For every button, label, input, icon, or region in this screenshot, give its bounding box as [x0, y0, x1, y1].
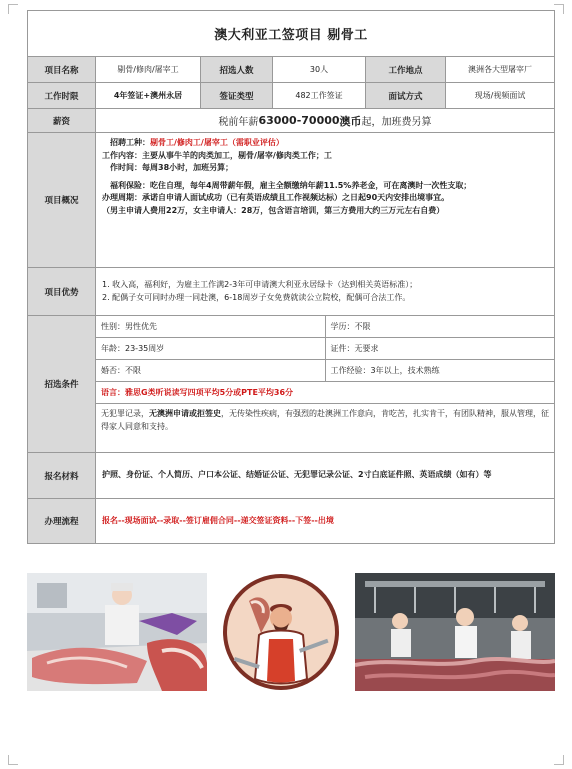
interview-method-value: 现场/视频面试	[474, 91, 526, 100]
materials-label: 报名材料	[28, 453, 96, 498]
work-place-value: 澳洲各大型屠宰厂	[468, 65, 532, 74]
condition-other	[96, 404, 554, 452]
condition-language: 语言：雅思G类听说读写四项平均5分或PTE平均36分	[101, 388, 294, 397]
condition-marriage: 婚否：不限	[96, 360, 326, 381]
page-title: 澳大利亚工签项目 剔骨工	[28, 11, 554, 57]
recruit-count-label: 招选人数	[201, 57, 273, 82]
overview-section	[28, 133, 554, 268]
overview-line-5: 办理周期：承诺自申请人面试成功（已有英语成绩且工作视频达标）之日起90天内安排出境事宜。	[102, 193, 450, 202]
overview-line-4: 福利保险：吃住自理，每年4周带薪年假，雇主全额缴纳年薪11.5%养老金，可在离澳时一次性支取；	[110, 180, 472, 190]
meat-cutting-photo-right	[355, 573, 555, 691]
advantage-label: 项目优势	[28, 268, 96, 315]
conditions-grid	[96, 316, 554, 452]
salary-suffix: 起，加班费另算	[361, 117, 432, 128]
overview-line-2: 工作内容：主要从事牛羊的肉类加工，剔骨/屠宰/修肉类工作；工	[102, 150, 332, 160]
crop-mark-bottom-right	[554, 755, 564, 765]
crop-mark-top-right	[554, 4, 564, 14]
advantage-section	[28, 268, 554, 316]
salary-unit: 澳币	[339, 114, 362, 128]
condition-other-prefix: 无犯罪记录，	[101, 409, 149, 418]
condition-education: 学历：不限	[330, 322, 371, 331]
crop-mark-top-left	[8, 4, 18, 14]
overview-label: 项目概况	[28, 133, 96, 267]
condition-other-strong: 无澳洲申请或拒签史	[149, 409, 221, 418]
condition-experience: 工作经验：3年以上，技术熟练	[330, 366, 440, 375]
advantage-content	[96, 268, 554, 315]
advantage-item-1: 1. 收入高，福利好，为雇主工作满2-3年可申请澳大利亚永居绿卡（达到相关英语标准）；	[102, 280, 418, 289]
job-type-prefix: 招聘工种：	[110, 138, 150, 147]
conditions-label: 招选条件	[28, 316, 96, 452]
work-place-label: 工作地点	[366, 57, 446, 82]
advantage-item-2: 2. 配偶子女可同时办理一同赴澳，6-18周岁子女免费就读公立院校，配偶可合法工作。	[102, 292, 411, 302]
work-term-label: 工作时限	[28, 83, 96, 108]
condition-other-suffix: ，无传染性疾病，有强烈的赴澳洲工作意向，肯吃苦，扎实肯干，有团队精神，服从管理，征得家人同意和支持。	[101, 409, 549, 431]
salary-amount: 63000-70000	[258, 114, 340, 127]
info-row-1	[28, 57, 554, 83]
info-row-2	[28, 83, 554, 109]
butcher-illustration	[221, 573, 341, 691]
condition-certificate: 证件：无要求	[330, 344, 379, 353]
interview-method-label: 面试方式	[366, 83, 446, 108]
photo-strip	[27, 573, 555, 691]
materials-section	[28, 453, 554, 499]
work-term-value: 4年签证+澳州永居	[96, 83, 201, 108]
salary-row	[28, 109, 554, 133]
materials-content: 护照、身份证、个人简历、户口本公证、结婚证公证、无犯罪记录公证、2寸白底证件照、英语成绩（如有）等	[102, 470, 492, 480]
process-section	[28, 499, 554, 543]
process-label: 办理流程	[28, 499, 96, 543]
visa-type-value: 482工作签证	[273, 83, 366, 108]
project-name-label: 项目名称	[28, 57, 96, 82]
crop-mark-bottom-left	[8, 755, 18, 765]
salary-prefix: 税前年薪	[218, 117, 259, 128]
visa-type-label: 签证类型	[201, 83, 273, 108]
condition-gender: 性别：男性优先	[96, 316, 326, 337]
job-type-value: 剔骨工/修肉工/屠宰工（需职业评估）	[150, 138, 284, 147]
overview-content	[96, 133, 554, 267]
overview-line-3: 作时间：每周38小时，加班另算；	[110, 163, 234, 172]
conditions-section	[28, 316, 554, 453]
salary-label: 薪资	[28, 109, 96, 132]
overview-line-6: （男主申请人费用22万，女主申请人：28万，包含语言培训，第三方费用大约三万元左右自费）	[102, 205, 445, 215]
project-name-value: 剔骨/修肉/屠宰工	[96, 57, 201, 82]
salary-value	[96, 109, 554, 132]
condition-age: 年龄：23-35周岁	[96, 338, 326, 359]
meat-cutting-photo-left	[27, 573, 207, 691]
recruit-count-value: 30人	[273, 57, 366, 82]
process-content: 报名--现场面试--录取--签订雇佣合同--递交签证资料--下签--出境	[102, 515, 334, 525]
project-table	[27, 10, 555, 544]
